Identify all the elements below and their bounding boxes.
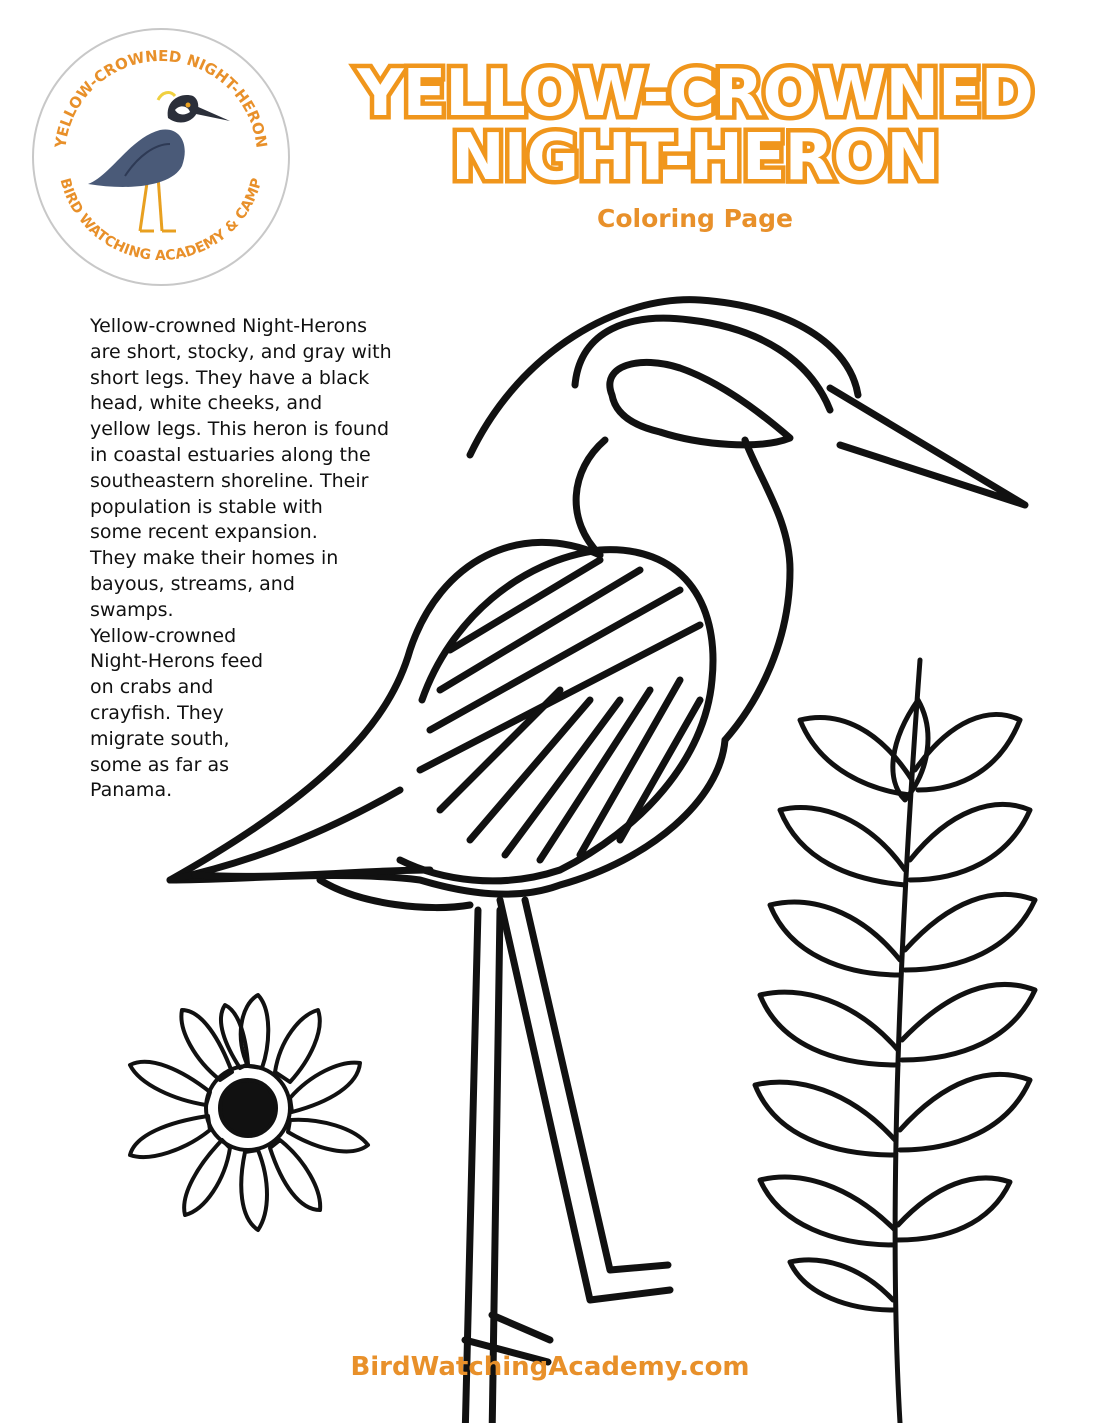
badge-top-text: YELLOW-CROWNED NIGHT-HERON <box>51 46 271 150</box>
daisy-flower <box>130 995 368 1230</box>
description-line: some recent expansion. <box>90 521 318 544</box>
fern-leaf <box>755 660 1035 1423</box>
description-line: migrate south, <box>90 727 230 750</box>
description-line: are short, stocky, and gray with <box>90 340 392 363</box>
page-subtitle: Coloring Page <box>597 204 793 233</box>
description-line: Yellow-crowned <box>90 624 237 647</box>
description-line: bayous, streams, and <box>90 572 295 595</box>
description-line: Panama. <box>90 779 173 802</box>
description-line: swamps. <box>90 598 174 621</box>
description-line: crayfish. They <box>90 701 224 724</box>
description-line: southeastern shoreline. Their <box>90 469 369 492</box>
description-line: on crabs and <box>90 676 214 699</box>
badge-bottom-text: BIRD WATCHING ACADEMY & CAMP <box>56 176 266 265</box>
description-line: population is stable with <box>90 495 323 518</box>
description-line: head, white cheeks, and <box>90 392 323 415</box>
description-line: in coastal estuaries along the <box>90 443 371 466</box>
description-line: Night-Herons feed <box>90 650 264 673</box>
description-line: some as far as <box>90 753 230 776</box>
title-line-2: NIGHT-HERON <box>451 121 939 195</box>
description-line: Yellow-crowned Night-Herons <box>90 315 368 337</box>
description-line: They make their homes in <box>90 547 339 570</box>
description-line: short legs. They have a black <box>90 366 370 389</box>
footer-website: BirdWatchingAcademy.com <box>350 1352 750 1382</box>
title-line-1: YELLOW-CROWNED <box>357 57 1033 131</box>
description-line: yellow legs. This heron is found <box>90 418 390 441</box>
